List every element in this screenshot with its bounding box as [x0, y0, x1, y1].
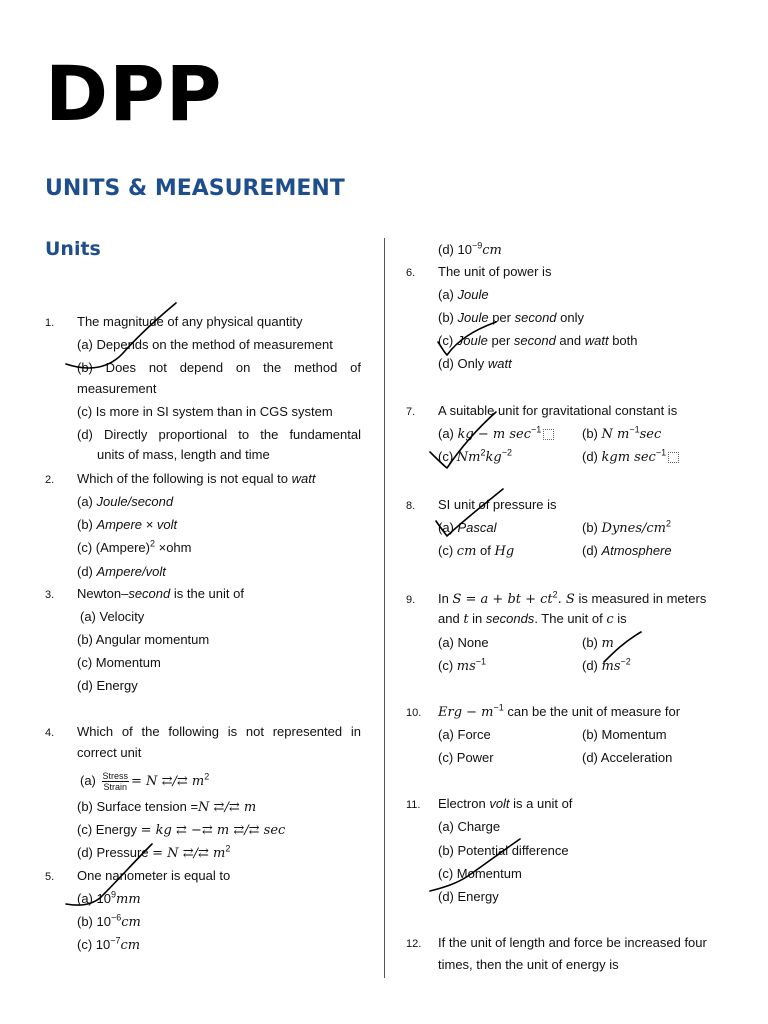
option-text: m — [601, 636, 614, 651]
option-text: Joule — [457, 287, 489, 302]
question-stem: One nanometer is equal to — [77, 868, 231, 883]
option-c — [438, 449, 512, 466]
question-stem — [77, 586, 244, 602]
exponent: −1 — [629, 424, 640, 435]
stem-text: is a unit of — [509, 796, 573, 811]
option-b — [582, 635, 614, 652]
question-stem-continued — [438, 611, 627, 628]
option-text: Joule — [456, 333, 488, 348]
option-label: (d) Pressure — [77, 845, 149, 860]
option-d — [77, 845, 230, 862]
exponent: −1 — [493, 702, 504, 713]
equation: S = a + bt + ct — [452, 592, 553, 607]
question-number: 11. — [406, 799, 421, 811]
option-text: Hg — [494, 544, 515, 559]
option-d-continued: units of mass, length and time — [97, 447, 270, 462]
option-label: (b) — [77, 914, 93, 929]
option-text: and — [555, 333, 585, 348]
option-text: kgm sec — [601, 450, 656, 465]
option-d — [582, 449, 679, 466]
question-stem: SI unit of pressure is — [438, 497, 557, 512]
option-d — [582, 543, 672, 559]
option-label: (d) — [77, 564, 93, 579]
option-b: (b) Angular momentum — [77, 632, 210, 647]
option-label: (b) — [77, 517, 93, 532]
q1-answer-stroke — [66, 303, 176, 368]
option-a: (a) Force — [438, 727, 491, 742]
exponent: 2 — [204, 771, 210, 782]
option-a — [77, 891, 141, 908]
option-label: (d) — [582, 543, 598, 558]
option-text: Nm — [456, 450, 481, 465]
option-b: (b) Does not depend on the method of — [77, 360, 361, 375]
stem-text: is the unit of — [170, 586, 244, 601]
option-text: ms — [601, 659, 621, 674]
exponent: −1 — [530, 424, 542, 435]
option-b-continued: measurement — [77, 381, 157, 396]
variable: t — [463, 612, 469, 627]
option-label: (d) — [582, 658, 598, 673]
option-label: (c) — [438, 449, 454, 464]
numerator: Stress — [102, 771, 129, 781]
unit: mm — [116, 892, 141, 907]
stem-emphasis: watt — [291, 471, 316, 486]
option-a — [438, 287, 489, 303]
exponent: −7 — [110, 935, 121, 946]
exponent: −2 — [501, 447, 512, 458]
option-label: (a) — [80, 772, 96, 788]
equation: . S — [557, 592, 575, 607]
option-a: (a) Charge — [438, 819, 501, 834]
option-text: 10 — [457, 242, 472, 257]
question-stem-continued: times, then the unit of energy is — [438, 957, 619, 972]
page-title: DPP — [45, 49, 223, 138]
option-a — [438, 426, 554, 443]
option-text: cm — [456, 544, 477, 559]
option-c — [438, 658, 486, 675]
option-a: (a) None — [438, 635, 489, 650]
option-d — [77, 564, 166, 580]
exponent: −2 — [620, 656, 631, 667]
question-stem: A suitable unit for gravitational constant is — [438, 403, 678, 418]
option-text: = kg ⇄ −⇄ m ⇄/⇄ sec — [140, 823, 286, 838]
option-d — [438, 242, 502, 259]
option-text: Atmosphere — [601, 543, 672, 558]
option-b — [77, 517, 177, 533]
option-label: (a) — [438, 426, 454, 441]
exponent: 2 — [225, 843, 231, 854]
option-text: Pascal — [457, 520, 497, 535]
option-text: (Ampere) — [95, 540, 150, 555]
question-number: 10. — [406, 707, 422, 719]
question-stem — [438, 591, 706, 608]
option-d — [438, 356, 512, 372]
question-stem — [438, 704, 680, 721]
option-text: Joule/second — [96, 494, 174, 509]
question-stem: The magnitude of any physical quantity — [77, 314, 303, 329]
stem-text: Which of the following is not equal to — [77, 471, 289, 486]
question-stem: If the unit of length and force be increased four — [438, 935, 707, 950]
option-text: 10 — [96, 891, 111, 906]
option-c — [77, 822, 285, 839]
section-heading: Units — [45, 238, 101, 260]
option-c — [77, 540, 192, 556]
option-text: of — [476, 543, 495, 558]
option-c — [77, 937, 140, 954]
option-text: kg — [485, 450, 502, 465]
option-text: N m — [601, 427, 630, 442]
question-number: 12. — [406, 938, 422, 950]
option-b — [77, 914, 141, 931]
option-label: (c) — [438, 333, 454, 348]
option-text: second — [514, 310, 557, 325]
option-c — [438, 333, 638, 349]
exponent: −1 — [655, 447, 667, 458]
option-text: N ⇄/⇄ m — [198, 800, 257, 815]
question-number: 6. — [406, 267, 416, 279]
question-number: 1. — [45, 317, 55, 329]
option-label: (b) — [438, 310, 454, 325]
option-label: (a) — [438, 520, 454, 535]
option-a — [438, 520, 497, 536]
option-label: (d) — [438, 242, 454, 257]
stem-text: in — [468, 611, 486, 626]
option-c: (c) Power — [438, 750, 494, 765]
exponent: 9 — [110, 889, 116, 900]
option-label: (c) — [77, 937, 93, 952]
option-text: = N ⇄/⇄ m — [152, 846, 226, 861]
question-number: 2. — [45, 474, 55, 486]
option-a — [80, 771, 209, 792]
option-c: (c) Momentum — [77, 655, 161, 670]
option-text: per — [487, 333, 514, 348]
option-text: Joule — [457, 310, 489, 325]
stem-emphasis: second — [128, 586, 171, 601]
stem-text: is — [613, 611, 627, 626]
stem-emphasis: volt — [489, 796, 510, 811]
option-a: (a) Velocity — [80, 609, 145, 624]
option-text: 10 — [96, 914, 111, 929]
stem-text: In — [438, 591, 453, 606]
option-b: (b) Momentum — [582, 727, 667, 742]
exponent: 2 — [666, 518, 672, 529]
option-d: (d) Acceleration — [582, 750, 673, 765]
unit: cm — [121, 915, 141, 930]
placeholder-box-icon — [543, 429, 554, 440]
option-text: sec — [639, 427, 662, 442]
exponent: −1 — [475, 656, 487, 667]
option-text: watt — [584, 333, 609, 348]
question-number: 4. — [45, 727, 55, 739]
option-text: Ampere/volt — [96, 564, 166, 579]
column-divider — [384, 238, 385, 978]
fraction — [102, 771, 130, 792]
stem-emphasis: seconds — [485, 611, 535, 626]
option-label: (c) — [438, 658, 454, 673]
option-d: (d) Energy — [438, 889, 499, 904]
placeholder-box-icon — [668, 452, 679, 463]
subject-heading: UNITS & MEASUREMENT — [45, 176, 345, 201]
stem-text: and — [438, 611, 464, 626]
option-d: (d) Energy — [77, 678, 138, 693]
option-text: both — [608, 333, 638, 348]
option-text: per — [488, 310, 515, 325]
variable: c — [606, 612, 614, 627]
exponent: −9 — [471, 240, 483, 251]
option-d: (d) Directly proportional to the fundamental — [77, 427, 361, 442]
option-b — [582, 426, 661, 443]
exponent: −6 — [110, 912, 122, 923]
question-stem: The unit of power is — [438, 264, 552, 279]
option-text: Dynes/cm — [601, 521, 667, 536]
exponent: 2 — [480, 447, 486, 458]
option-text: 10 — [95, 937, 111, 952]
option-text: second — [513, 333, 556, 348]
option-b — [77, 799, 256, 816]
option-d — [582, 658, 631, 675]
stem-text: is measured in meters — [574, 591, 707, 606]
option-label: (b) Surface tension = — [77, 799, 199, 814]
denominator: Strain — [103, 782, 128, 792]
option-text: kg − m sec — [457, 427, 531, 442]
question-number: 3. — [45, 589, 55, 601]
question-stem — [438, 796, 572, 812]
option-label: (a) — [77, 891, 93, 906]
option-c — [438, 543, 514, 560]
question-stem: Which of the following is not represented in — [77, 724, 361, 739]
question-number: 9. — [406, 594, 416, 606]
option-text: ms — [456, 659, 476, 674]
option-text: Ampere × volt — [96, 517, 178, 532]
option-label: (a) — [438, 287, 454, 302]
option-a: (a) Depends on the method of measurement — [77, 337, 333, 352]
option-label: (c) Energy — [77, 822, 137, 837]
option-text: = N ⇄/⇄ m — [131, 773, 205, 789]
question-stem-continued: correct unit — [77, 745, 142, 760]
option-label: (d) — [582, 449, 598, 464]
unit: cm — [120, 938, 141, 953]
option-a — [77, 494, 173, 510]
option-label: (c) — [438, 543, 454, 558]
question-number: 7. — [406, 406, 416, 418]
option-label: (a) — [77, 494, 93, 509]
option-label: (b) — [582, 426, 598, 441]
option-c: (c) Is more in SI system than in CGS system — [77, 404, 333, 419]
option-c: (c) Momentum — [438, 866, 522, 881]
question-number: 8. — [406, 500, 416, 512]
stem-text: can be the unit of measure for — [503, 704, 681, 719]
option-b — [438, 310, 584, 326]
option-b: (b) Potential difference — [438, 843, 569, 858]
option-label: (b) — [582, 635, 598, 650]
option-label: (c) — [77, 540, 93, 555]
option-label: (b) — [582, 520, 598, 535]
exponent: 2 — [552, 589, 558, 600]
unit: cm — [482, 243, 502, 258]
stem-text: Newton– — [77, 586, 129, 601]
option-text: only — [556, 310, 584, 325]
option-text: ×ohm — [155, 540, 192, 555]
option-label: (d) Only — [438, 356, 485, 371]
stem-text: . The unit of — [534, 611, 607, 626]
option-b — [582, 520, 671, 537]
exponent: 2 — [149, 538, 155, 549]
option-text: watt — [487, 356, 512, 371]
question-number: 5. — [45, 871, 55, 883]
question-stem — [77, 471, 315, 487]
stem-text: Electron — [438, 796, 490, 811]
equation: Erg − m — [438, 705, 494, 720]
